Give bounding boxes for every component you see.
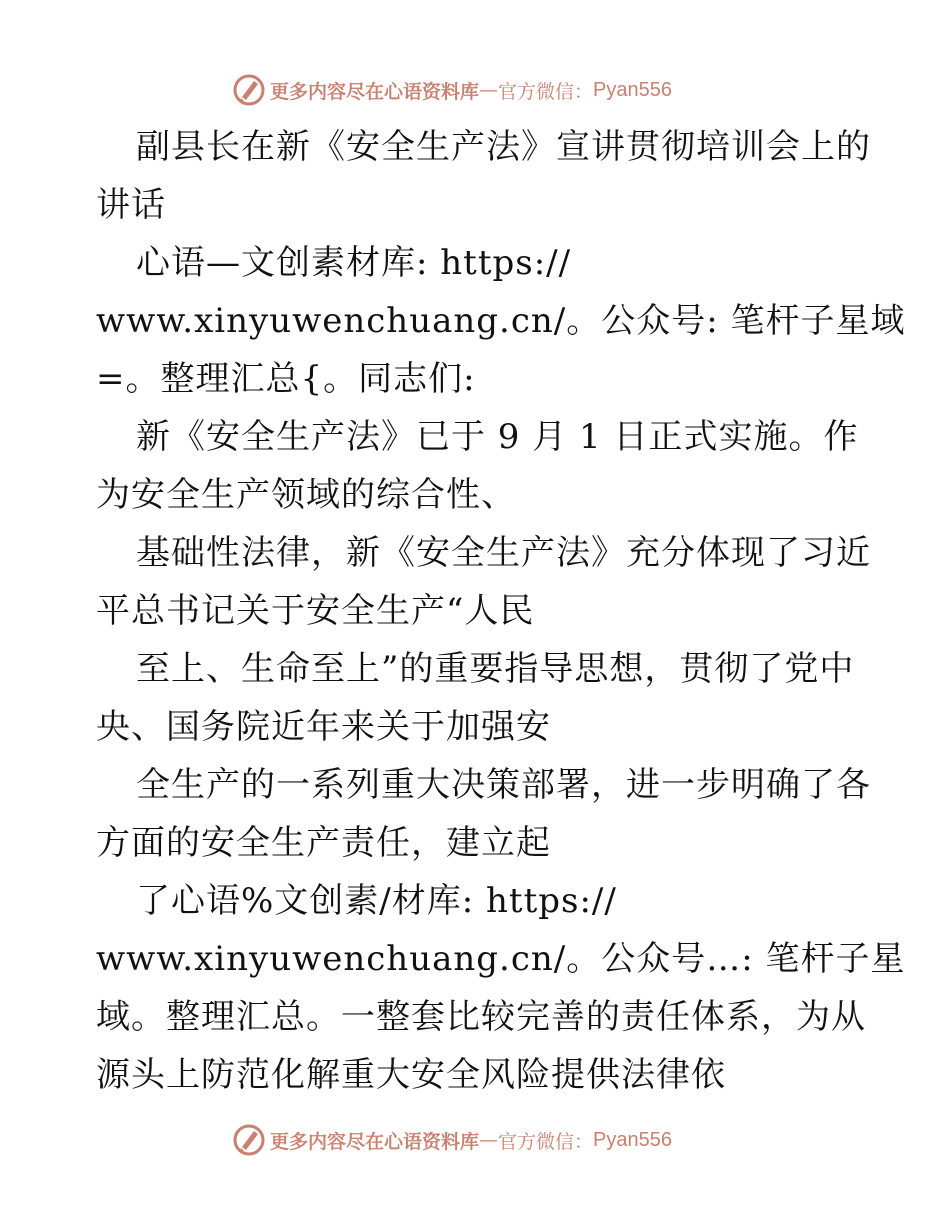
- text-line: 心语—文创素材库: https://: [136, 243, 572, 283]
- banner-wechat-id: Pyan556: [593, 78, 672, 101]
- pen-logo-icon: [232, 1123, 266, 1157]
- title-line: 副县长在新《安全生产法》宣讲贯彻培训会上的: [136, 127, 871, 167]
- text-line: 平总书记关于安全生产“人民: [96, 591, 535, 631]
- title-line: 讲话: [96, 185, 166, 225]
- text-line: =。整理汇总{。同志们:: [96, 359, 476, 399]
- text-line: www.xinyuwenchuang.cn/。公众号: 笔杆子星域: [96, 301, 906, 341]
- banner-separator: —: [479, 1129, 499, 1151]
- text-line: 新《安全生产法》已于 9 月 1 日正式实施。作: [136, 417, 859, 457]
- text-line: 基础性法律，新《安全生产法》充分体现了习近: [136, 533, 871, 573]
- text-line: 全生产的一系列重大决策部署，进一步明确了各: [136, 765, 871, 805]
- text-line: www.xinyuwenchuang.cn/。公众号…: 笔杆子星: [96, 939, 906, 979]
- text-line: 为安全生产领域的综合性、: [96, 475, 516, 515]
- banner-separator: —: [479, 79, 499, 101]
- text-line: 央、国务院近年来关于加强安: [96, 707, 551, 747]
- text-line: 至上、生命至上”的重要指导思想，贯彻了党中: [136, 649, 855, 689]
- pen-logo-icon: [232, 73, 266, 107]
- text-line: 方面的安全生产责任，建立起: [96, 823, 551, 863]
- banner-site-text: 更多内容尽在心语资料库: [270, 1130, 480, 1153]
- banner-wechat-id: Pyan556: [593, 1128, 672, 1151]
- banner-wechat-label: 官方微信：: [498, 80, 594, 103]
- text-line: 了心语%文创素/材库: https://: [136, 881, 617, 921]
- header-watermark-banner: [232, 72, 712, 108]
- document-body: [96, 118, 906, 1104]
- banner-site-text: 更多内容尽在心语资料库: [270, 80, 480, 103]
- banner-wechat-label: 官方微信：: [498, 1130, 594, 1153]
- text-line: 源头上防范化解重大安全风险提供法律依: [96, 1055, 726, 1095]
- footer-watermark-banner: [232, 1122, 712, 1158]
- text-line: 域。整理汇总。一整套比较完善的责任体系，为从: [96, 997, 866, 1037]
